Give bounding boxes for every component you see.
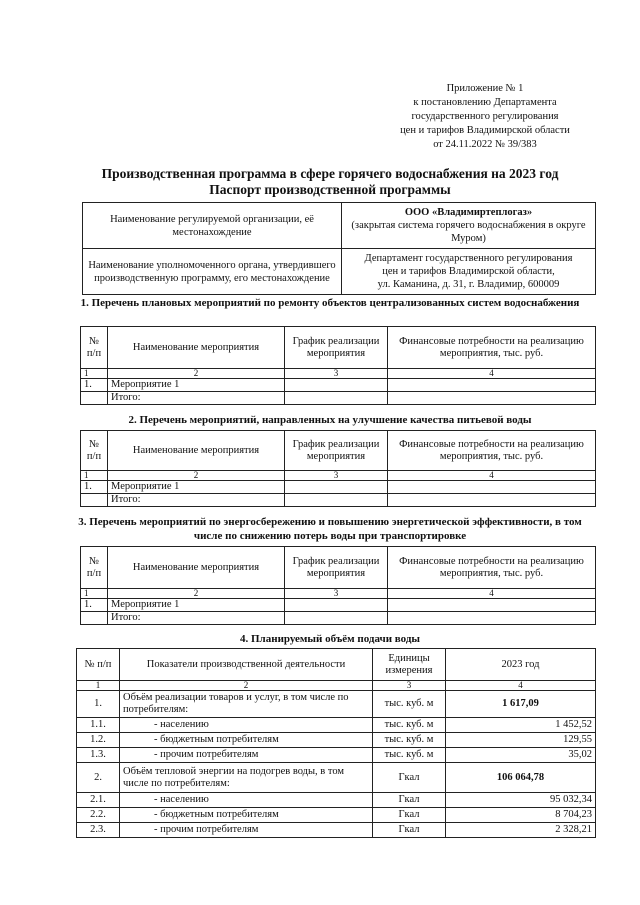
appendix-line: к постановлению Департамента (413, 97, 557, 108)
row-unit: тыс. куб. м (373, 733, 446, 748)
section4-title: 4. Планируемый объём подачи воды (240, 633, 420, 645)
row-value: 106 064,78 (446, 763, 596, 793)
row-indicator: Объём реализации товаров и услуг, в том числе по потребителям: (120, 691, 373, 718)
col-schedule-header: График реализации мероприятия (285, 431, 388, 471)
appendix-line: Приложение № 1 (446, 83, 524, 94)
row-schedule (285, 379, 388, 392)
col-name-header: Наименование мероприятия (108, 327, 285, 369)
index-cell: 3 (285, 471, 388, 481)
row-value: 1 452,52 (446, 718, 596, 733)
col-num-header: № п/п (81, 431, 108, 471)
org-name: ООО «Владимиртеплогаз» (404, 207, 533, 218)
row-indicator: - населению (120, 718, 373, 733)
passport-table (82, 202, 596, 295)
total-finance (388, 494, 596, 507)
row-finance (388, 599, 596, 612)
table-row (77, 718, 596, 733)
table-row (77, 793, 596, 808)
row-unit: Гкал (373, 763, 446, 793)
col-year-header: 2023 год (446, 649, 596, 681)
row-indicator: - бюджетным потребителям (120, 733, 373, 748)
row-unit: Гкал (373, 823, 446, 838)
row-indicator: - прочим потребителям (120, 823, 373, 838)
passport-authority-label: Наименование уполномоченного органа, утвердившего производственную программу, его местонахождение (83, 249, 342, 295)
row-num: 1.3. (77, 748, 120, 763)
program-title: Производственная программа в сфере горячего водоснабжения на 2023 год (101, 166, 559, 181)
index-cell: 2 (108, 589, 285, 599)
col-finance-header: Финансовые потребности на реализацию мероприятия, тыс. руб. (388, 547, 596, 589)
col-finance-header: Финансовые потребности на реализацию мероприятия, тыс. руб. (388, 327, 596, 369)
index-cell: 4 (388, 589, 596, 599)
total-num (81, 392, 108, 405)
row-value: 1 617,09 (446, 691, 596, 718)
row-indicator: Объём тепловой энергии на подогрев воды, в том числе по потребителям: (120, 763, 373, 793)
appendix-line: от 24.11.2022 № 39/383 (433, 139, 537, 150)
index-cell: 2 (120, 681, 373, 691)
total-schedule (285, 612, 388, 625)
appendix-block (380, 82, 590, 152)
row-finance (388, 481, 596, 494)
row-indicator: - бюджетным потребителям (120, 808, 373, 823)
col-name-header: Наименование мероприятия (108, 547, 285, 589)
table-row (77, 748, 596, 763)
row-finance (388, 379, 596, 392)
row-num: 2.1. (77, 793, 120, 808)
col-unit-header: Единицы измерения (373, 649, 446, 681)
total-schedule (285, 494, 388, 507)
table-row (77, 823, 596, 838)
section3-table (80, 546, 596, 625)
section3-title: 3. Перечень мероприятий по энергосбережению и повышению энергетической эффективности, в том числе по снижению потерь воды при транспортировке (78, 516, 582, 542)
col-num-header: № п/п (81, 327, 108, 369)
section1-table (80, 326, 596, 405)
col-name-header: Наименование мероприятия (108, 431, 285, 471)
row-num: 1.1. (77, 718, 120, 733)
index-cell: 3 (285, 369, 388, 379)
row-num: 1. (81, 379, 108, 392)
index-cell: 1 (77, 681, 120, 691)
passport-org-label: Наименование регулируемой организации, её местонахождение (83, 203, 342, 249)
row-name: Мероприятие 1 (108, 481, 285, 494)
passport-title: Паспорт производственной программы (209, 182, 451, 197)
index-cell: 4 (388, 369, 596, 379)
table-row (77, 691, 596, 718)
row-value: 2 328,21 (446, 823, 596, 838)
row-schedule (285, 481, 388, 494)
total-label: Итого: (108, 612, 285, 625)
index-cell: 1 (81, 471, 108, 481)
row-indicator: - населению (120, 793, 373, 808)
row-unit: тыс. куб. м (373, 718, 446, 733)
index-cell: 3 (285, 589, 388, 599)
index-cell: 3 (373, 681, 446, 691)
authority-line: цен и тарифов Владимирской области, (382, 266, 555, 277)
col-schedule-header: График реализации мероприятия (285, 327, 388, 369)
row-num: 1. (77, 691, 120, 718)
total-label: Итого: (108, 392, 285, 405)
row-unit: Гкал (373, 793, 446, 808)
row-value: 8 704,23 (446, 808, 596, 823)
index-cell: 4 (388, 471, 596, 481)
row-num: 2.2. (77, 808, 120, 823)
appendix-line: цен и тарифов Владимирской области (400, 125, 570, 136)
row-num: 1. (81, 599, 108, 612)
table-row (77, 733, 596, 748)
row-num: 1.2. (77, 733, 120, 748)
row-unit: тыс. куб. м (373, 748, 446, 763)
row-num: 2. (77, 763, 120, 793)
index-cell: 2 (108, 471, 285, 481)
total-finance (388, 612, 596, 625)
row-value: 129,55 (446, 733, 596, 748)
row-value: 35,02 (446, 748, 596, 763)
passport-authority-value (342, 249, 596, 295)
index-cell: 1 (81, 589, 108, 599)
row-unit: тыс. куб. м (373, 691, 446, 718)
total-schedule (285, 392, 388, 405)
row-unit: Гкал (373, 808, 446, 823)
table-row (77, 763, 596, 793)
row-name: Мероприятие 1 (108, 599, 285, 612)
row-num: 2.3. (77, 823, 120, 838)
total-finance (388, 392, 596, 405)
authority-line: Департамент государственного регулирования (364, 253, 573, 264)
authority-line: ул. Каманина, д. 31, г. Владимир, 600009 (377, 279, 560, 290)
appendix-line: государственного регулирования (411, 111, 559, 122)
index-cell: 2 (108, 369, 285, 379)
col-finance-header: Финансовые потребности на реализацию мероприятия, тыс. руб. (388, 431, 596, 471)
total-num (81, 494, 108, 507)
index-cell: 1 (81, 369, 108, 379)
passport-org-value (342, 203, 596, 249)
section1-title: 1. Перечень плановых мероприятий по ремонту объектов централизованных систем водоснабжения (80, 297, 580, 309)
table-row (77, 808, 596, 823)
org-detail: (закрытая система горячего водоснабжения в округе Муром) (351, 220, 586, 244)
row-schedule (285, 599, 388, 612)
section4-table (76, 648, 596, 838)
index-cell: 4 (446, 681, 596, 691)
total-num (81, 612, 108, 625)
col-num-header: № п/п (81, 547, 108, 589)
row-num: 1. (81, 481, 108, 494)
col-num-header: № п/п (77, 649, 120, 681)
col-indicator-header: Показатели производственной деятельности (120, 649, 373, 681)
row-name: Мероприятие 1 (108, 379, 285, 392)
col-schedule-header: График реализации мероприятия (285, 547, 388, 589)
section2-title: 2. Перечень мероприятий, направленных на улучшение качества питьевой воды (128, 414, 532, 426)
section2-table (80, 430, 596, 507)
total-label: Итого: (108, 494, 285, 507)
row-value: 95 032,34 (446, 793, 596, 808)
row-indicator: - прочим потребителям (120, 748, 373, 763)
